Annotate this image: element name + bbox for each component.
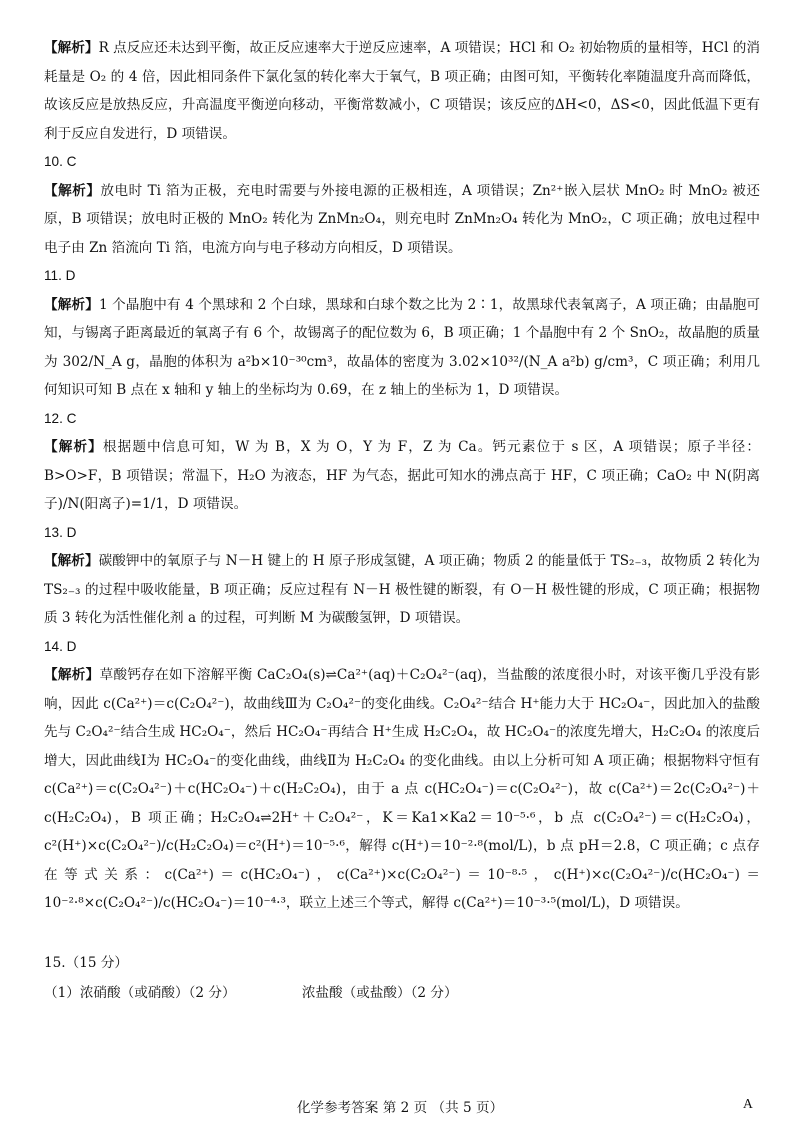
- analysis-text: 碳酸钾中的氧原子与 N－H 键上的 H 原子形成氢键，A 项正确；物质 2 的能量低于 TS₂₋₃，故物质 2 转化为 TS₂₋₃ 的过程中吸收能量，B 项正确；反应过程有 N－H 极性键的断裂，有 O－H 极性键的形成，C 项正确；根据物质 3 转化为活性催化剂 a 的过程，可判断 M 为碳酸氢钾，D 项错误。: [44, 553, 760, 626]
- analysis-text: 放电时 Ti 箔为正极，充电时需要与外接电源的正极相连，A 项错误；Zn²⁺嵌入层状 MnO₂ 时 MnO₂ 被还原，B 项错误；放电时正极的 MnO₂ 转化为 ZnMn₂O₄，则充电时 ZnMn₂O₄ 转化为 MnO₂，C 项正确；放电过程中电子由 Zn 箔流向 Ti 箔，电流方向与电子移动方向相反，D 项错误。: [44, 182, 760, 256]
- analysis-tag: 【解析】: [44, 439, 103, 455]
- answer-blocks: [44, 34, 760, 918]
- question-number: 14. D: [44, 638, 77, 654]
- analysis-paragraph: [44, 547, 760, 633]
- paper-version-letter: A: [743, 1096, 753, 1111]
- analysis-text: 1 个晶胞中有 4 个黑球和 2 个白球，黑球和白球个数之比为 2∶1，故黑球代表氧离子，A 项正确；由晶胞可知，与锡离子距离最近的氧离子有 6 个，故锡离子的配位数为 6，B 项正确；1 个晶胞中有 2 个 SnO₂，故晶胞的质量为 302/N_A g，晶胞的体积为 a²b×10⁻³⁰cm³，故晶体的密度为 3.02×10³²/(N_A a²b) g/cm³，C 项正确；利用几何知识可知 B 点在 x 轴和 y 轴上的坐标均为 0.69，在 z 轴上的坐标为 1，D 项错误。: [44, 296, 761, 398]
- q15-answers: [44, 978, 760, 1008]
- analysis-paragraph: [44, 177, 760, 263]
- analysis-tag: 【解析】: [44, 40, 99, 56]
- spacer: [44, 918, 760, 948]
- analysis-tag: 【解析】: [44, 182, 101, 199]
- q15-answer-2: 浓盐酸（或盐酸）（2 分）: [301, 984, 458, 1001]
- analysis-text: 草酸钙存在如下溶解平衡 CaC₂O₄(s)⇌Ca²⁺(aq)＋C₂O₄²⁻(aq)，当盐酸的浓度很小时，对该平衡几乎没有影响，因此 c(Ca²⁺)＝c(C₂O₄²⁻)，故曲线Ⅲ为 C₂O₄²⁻的变化曲线。C₂O₄²⁻结合 H⁺能力大于 HC₂O₄⁻，因此加入的盐酸先与 C₂O₄²⁻结合生成 HC₂O₄⁻，然后 HC₂O₄⁻再结合 H⁺生成 H₂C₂O₄，故 HC₂O₄⁻的浓度先增大，H₂C₂O₄ 的浓度后增大，因此曲线Ⅰ为 HC₂O₄⁻的变化曲线，曲线Ⅱ为 H₂C₂O₄ 的变化曲线。由以上分析可知 A 项正确；根据物料守恒有 c(Ca²⁺)＝c(C₂O₄²⁻)＋c(HC₂O₄⁻)＋c(H₂C₂O₄)，由于 a 点 c(HC₂O₄⁻)＝c(C₂O₄²⁻)，故 c(Ca²⁺)＝2c(C₂O₄²⁻)＋c(H₂C₂O₄)，B 项正确；H₂C₂O₄⇌2H⁺＋C₂O₄²⁻，K＝Ka1×Ka2＝10⁻⁵·⁶，b 点 c(C₂O₄²⁻)＝c(H₂C₂O₄)，c²(H⁺)×c(C₂O₄²⁻)/c(H₂C₂O₄)＝c²(H⁺)＝10⁻⁵·⁶，解得 c(H⁺)＝10⁻²·⁸(mol/L)，b 点 pH＝2.8，C 项正确；c 点存在等式关系：c(Ca²⁺)＝c(HC₂O₄⁻)，c(Ca²⁺)×c(C₂O₄²⁻)＝10⁻⁸·⁵，c(H⁺)×c(C₂O₄²⁻)/c(HC₂O₄⁻)＝10⁻²·⁸×c(C₂O₄²⁻)/c(HC₂O₄⁻)＝10⁻⁴·³，联立上述三个等式，解得 c(Ca²⁺)＝10⁻³·⁵(mol/L)，D 项错误。: [44, 667, 760, 911]
- analysis-paragraph: [44, 291, 760, 405]
- q15-title: 15.（15 分）: [44, 954, 129, 971]
- question-number: 11. D: [44, 268, 76, 283]
- analysis-tag: 【解析】: [44, 296, 99, 313]
- analysis-paragraph: [44, 661, 760, 918]
- question-number: 12. C: [44, 410, 77, 426]
- analysis-text: 根据题中信息可知，W 为 B，X 为 O，Y 为 F，Z 为 Ca。钙元素位于 s 区，A 项错误；原子半径：B>O>F，B 项错误；常温下，H₂O 为液态，HF 为气态，据此可知水的沸点高于 HF，C 项正确；CaO₂ 中 N(阴离子)/N(阳离子)=1/1，D 项错误。: [44, 439, 760, 512]
- question-number: 10. C: [44, 154, 77, 169]
- analysis-text: R 点反应还未达到平衡，故正反应速率大于逆反应速率，A 项错误；HCl 和 O₂ 初始物质的量相等，HCl 的消耗量是 O₂ 的 4 倍，因此相同条件下氯化氢的转化率大于氧气，B 项正确；由图可知，平衡转化率随温度升高而降低，故该反应是放热反应，升高温度平衡逆向移动，平衡常数减小，C 项错误；该反应的ΔH<0，ΔS<0，因此低温下更有利于反应自发进行，D 项错误。: [44, 40, 761, 142]
- document-page: [44, 34, 760, 1008]
- analysis-paragraph: [44, 34, 760, 148]
- analysis-paragraph: [44, 433, 760, 519]
- analysis-tag: 【解析】: [44, 553, 99, 569]
- question-number: 13. D: [44, 524, 77, 540]
- page-footer: 化学参考答案 第 2 页 （共 5 页）: [296, 1100, 504, 1116]
- q15-answer-1: （1）浓硝酸（或硝酸）（2 分）: [44, 984, 236, 1001]
- analysis-tag: 【解析】: [44, 667, 100, 683]
